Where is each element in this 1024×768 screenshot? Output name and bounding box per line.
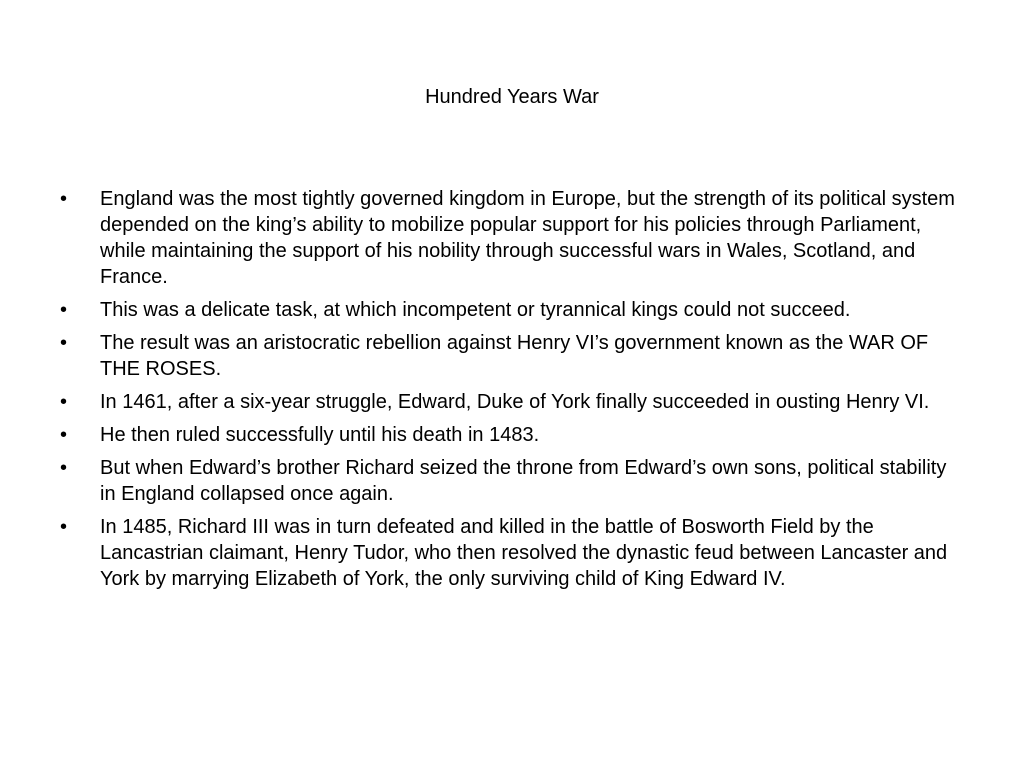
bullet-icon: • [60,391,68,413]
bullet-item [56,389,966,415]
bullet-text: But when Edward’s brother Richard seized the throne from Edward’s own sons, political stability in England collapsed once again. [100,457,947,505]
bullet-text: In 1485, Richard III was in turn defeated and killed in the battle of Bosworth Field by the Lancastrian claimant, Henry Tudor, who then resolved the dynastic feud between Lancaster and York by marrying Elizabeth of York, the only surviving child of King Edward IV. [100,516,948,590]
bullet-icon: • [60,299,68,321]
bullet-item [56,186,966,290]
bullet-item [56,330,966,382]
bullet-icon: • [60,457,68,479]
bullet-text: England was the most tightly governed kingdom in Europe, but the strength of its political system depended on the king’s ability to mobilize popular support for his policies through Parliament, while maintaining the support of his nobility through successful wars in Wales, Scotland, and France. [100,188,955,288]
bullet-icon: • [60,424,68,446]
bullet-text: He then ruled successfully until his death in 1483. [100,424,540,446]
bullet-item [56,422,966,448]
bullet-item [56,297,966,323]
bullet-icon: • [60,332,68,354]
bullet-icon: • [60,516,68,538]
bullet-text: In 1461, after a six-year struggle, Edward, Duke of York finally succeeded in ousting Henry VI. [100,391,930,413]
slide-title: Hundred Years War [425,86,599,108]
bullet-icon: • [60,188,68,210]
bullet-item [56,514,966,592]
bullet-text: The result was an aristocratic rebellion against Henry VI’s government known as the WAR OF THE ROSES. [100,332,929,380]
bullet-text: This was a delicate task, at which incompetent or tyrannical kings could not succeed. [100,299,851,321]
bullet-item [56,455,966,507]
bullet-list [56,186,966,599]
